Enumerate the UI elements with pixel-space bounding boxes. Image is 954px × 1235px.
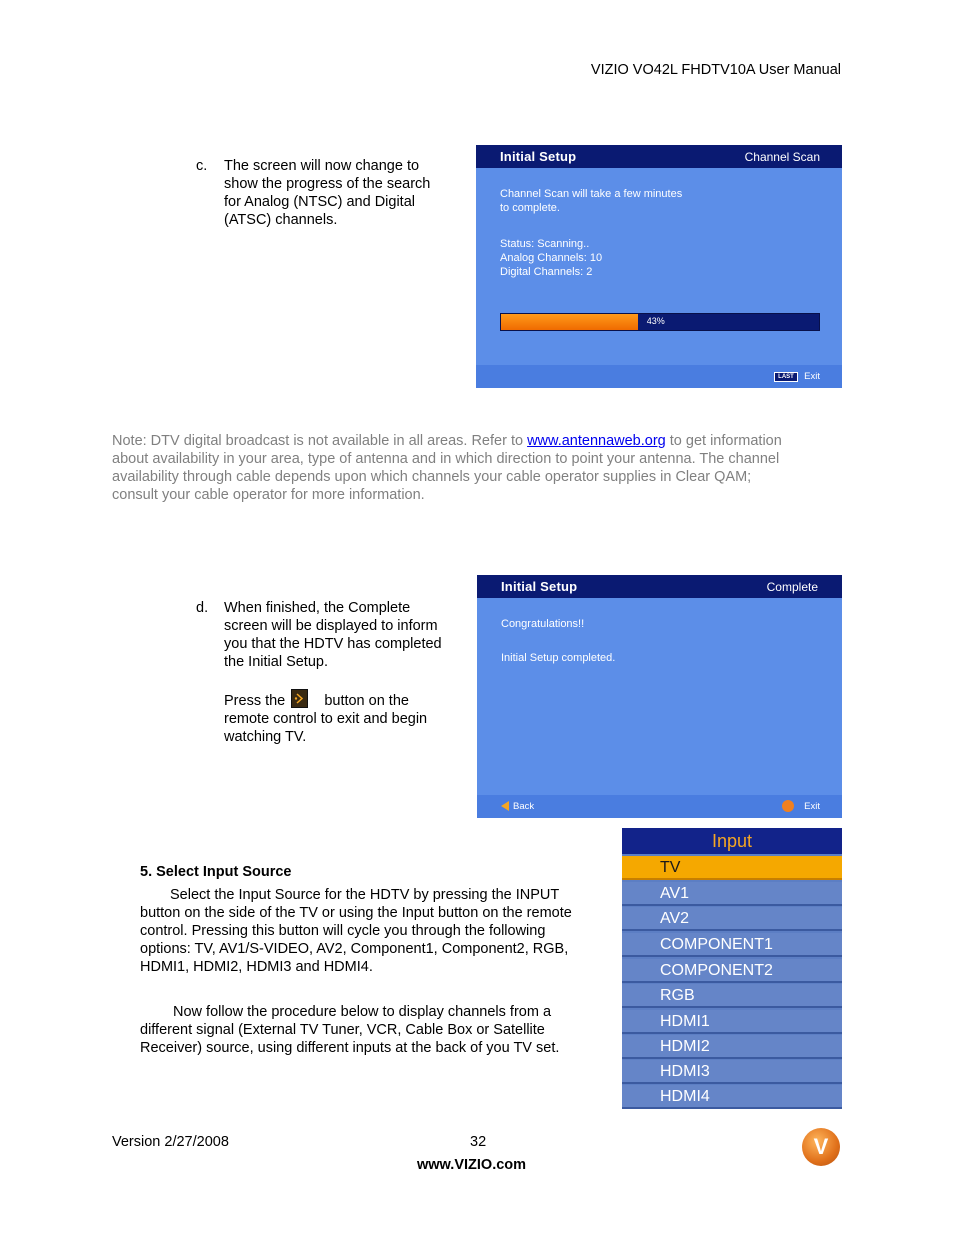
dtv-note	[112, 432, 847, 504]
complete-title: Initial Setup	[501, 579, 578, 594]
para2-line: Receiver) source, using different inputs at the back of you TV set.	[140, 1040, 560, 1056]
setup-completed-text: Initial Setup completed.	[501, 652, 616, 664]
channel-scan-exit-label: Exit	[804, 371, 820, 382]
input-option-hdmi4[interactable]: HDMI4	[622, 1085, 842, 1109]
complete-exit-label: Exit	[804, 801, 820, 812]
remote-exit-key-icon	[291, 689, 308, 708]
scan-progress-fill	[501, 314, 638, 330]
manual-header-title: VIZIO VO42L FHDTV10A User Manual	[590, 62, 841, 78]
channel-scan-screen	[476, 145, 842, 388]
digital-channels-line: Digital Channels: 2	[500, 266, 593, 278]
antennaweb-link[interactable]: www.antennaweb.org	[527, 433, 666, 449]
scan-progress-bar	[500, 313, 820, 331]
step-d-line: the Initial Setup.	[224, 654, 328, 670]
step-c-line: The screen will now change to	[224, 158, 420, 174]
para1-line: HDMI1, HDMI2, HDMI3 and HDMI4.	[140, 959, 373, 975]
vizio-logo-letter: V	[813, 1134, 829, 1159]
complete-subtitle: Complete	[766, 580, 818, 594]
section-5-paragraph-1	[140, 886, 620, 976]
press-exit-line	[224, 689, 464, 710]
input-menu-title: Input	[622, 828, 842, 854]
step-c-text	[224, 157, 464, 229]
version-text: Version 2/27/2008	[112, 1134, 229, 1150]
step-c-line: show the progress of the search	[224, 176, 431, 192]
para1-line: control. Pressing this button will cycle you through the following	[140, 923, 546, 939]
note-line: about availability in your area, type of antenna and in which direction to point your antenna. The channel	[112, 451, 780, 467]
input-option-component1[interactable]: COMPONENT1	[622, 933, 842, 957]
press-line: remote control to exit and begin	[224, 711, 428, 727]
step-d-marker: d.	[196, 600, 209, 616]
input-option-hdmi3[interactable]: HDMI3	[622, 1060, 842, 1084]
channel-scan-info-line: Channel Scan will take a few minutes	[500, 188, 683, 200]
channel-scan-info	[500, 187, 682, 215]
scan-progress-label: 43%	[646, 316, 665, 326]
complete-footer	[477, 795, 842, 818]
website-text: www.VIZIO.com	[417, 1157, 527, 1173]
para1-line: Select the Input Source for the HDTV by pressing the INPUT	[170, 887, 560, 903]
press-before-text: Press the	[224, 693, 286, 709]
para1-line: options: TV, AV1/S-VIDEO, AV2, Component1, Component2, RGB,	[140, 941, 569, 957]
channel-scan-title: Initial Setup	[500, 149, 577, 164]
input-option-hdmi2[interactable]: HDMI2	[622, 1035, 842, 1059]
analog-channels-line: Analog Channels: 10	[500, 252, 603, 264]
input-source-menu	[622, 828, 842, 1109]
complete-title-bar	[477, 575, 842, 598]
step-d-line: When finished, the Complete	[224, 600, 411, 616]
press-after-text: button on the	[324, 693, 409, 709]
page-number: 32	[470, 1134, 487, 1150]
note-line: availability through cable depends upon which channels your cable operator supplies in Clear QAM;	[112, 469, 752, 485]
step-d-line: you that the HDTV has completed	[224, 636, 442, 652]
input-option-rgb[interactable]: RGB	[622, 984, 842, 1008]
input-option-av2[interactable]: AV2	[622, 907, 842, 931]
step-c-line: (ATSC) channels.	[224, 212, 338, 228]
input-option-tv[interactable]: TV	[622, 856, 842, 880]
last-key-icon: LAST	[774, 372, 798, 382]
note-prefix: Note: DTV digital broadcast is not available in all areas. Refer to	[112, 433, 528, 449]
para2-line: Now follow the procedure below to display channels from a	[173, 1004, 552, 1020]
para2-line: different signal (External TV Tuner, VCR, Cable Box or Satellite	[140, 1022, 545, 1038]
back-arrow-icon	[501, 801, 509, 811]
congratulations-text: Congratulations!!	[501, 618, 585, 630]
channel-scan-info-line: to complete.	[500, 202, 560, 214]
step-c-line: for Analog (NTSC) and Digital	[224, 194, 415, 210]
channel-scan-subtitle: Channel Scan	[744, 150, 820, 164]
back-label: Back	[513, 801, 535, 812]
channel-scan-title-bar	[476, 145, 842, 168]
input-option-av1[interactable]: AV1	[622, 882, 842, 906]
input-option-component2[interactable]: COMPONENT2	[622, 959, 842, 983]
section-5-paragraph-2	[140, 1003, 620, 1057]
channel-scan-status	[500, 237, 602, 279]
step-d-text	[224, 599, 464, 746]
note-line: to get information	[665, 433, 782, 449]
scan-status-line: Status: Scanning..	[500, 238, 590, 250]
setup-complete-screen	[477, 575, 842, 818]
vizio-logo	[802, 1128, 840, 1166]
channel-scan-footer	[476, 365, 842, 388]
para1-line: button on the side of the TV or using the Input button on the remote	[140, 905, 572, 921]
input-option-hdmi1[interactable]: HDMI1	[622, 1010, 842, 1034]
step-c-marker: c.	[196, 158, 208, 174]
section-5-heading: 5. Select Input Source	[140, 864, 292, 880]
step-d-line: screen will be displayed to inform	[224, 618, 438, 634]
note-line: consult your cable operator for more information.	[112, 487, 425, 503]
vizio-exit-icon	[782, 800, 794, 812]
press-line: watching TV.	[224, 729, 307, 745]
